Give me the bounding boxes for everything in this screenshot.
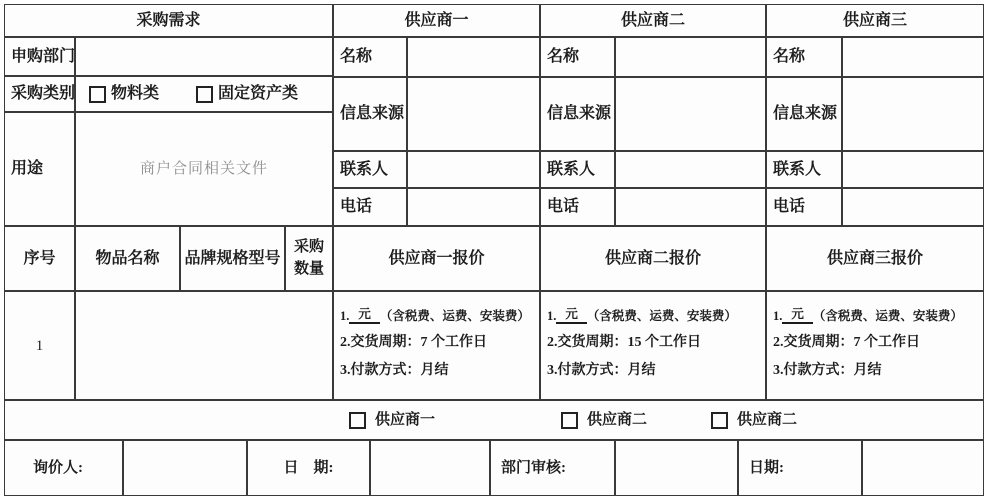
quote3-price-line <box>773 307 963 324</box>
item-row-detail-field[interactable] <box>75 291 333 400</box>
quote3-payment: 3.付款方式：月结 <box>773 363 882 379</box>
quote1-payment: 3.付款方式：月结 <box>340 363 449 379</box>
checkbox-icon[interactable] <box>711 412 728 429</box>
category-option-fixed-asset[interactable] <box>196 84 298 103</box>
supplier1-quote-header: 供应商一报价 <box>333 226 540 291</box>
supplier1-quote-cell <box>333 291 540 400</box>
supplier1-name-field[interactable] <box>407 37 540 77</box>
quote3-price-num: 1. <box>773 309 783 324</box>
select-supplier1-label: 供应商一 <box>375 412 436 428</box>
select-supplier1[interactable] <box>349 401 435 439</box>
supplier3-quote-cell <box>766 291 984 400</box>
col-header-seq: 序号 <box>4 226 75 291</box>
quote1-price-blank-field[interactable]: 元 <box>349 307 380 324</box>
item-row-seq: 1 <box>4 291 75 400</box>
supplier2-contact-label: 联系人 <box>540 151 615 188</box>
supplier2-name-label: 名称 <box>540 37 615 77</box>
checkbox-icon[interactable] <box>89 86 106 103</box>
supplier2-quote-cell <box>540 291 766 400</box>
supplier2-title: 供应商二 <box>540 4 766 37</box>
supplier2-contact-field[interactable] <box>615 151 766 188</box>
checkbox-icon[interactable] <box>349 412 366 429</box>
select-supplier2[interactable] <box>561 401 647 439</box>
supplier3-quote-header: 供应商三报价 <box>766 226 984 291</box>
supplier3-source-label: 信息来源 <box>766 77 842 151</box>
quote2-delivery: 2.交货周期：15 个工作日 <box>547 335 701 351</box>
supplier2-source-label: 信息来源 <box>540 77 615 151</box>
category-label: 采购类别 <box>4 76 75 112</box>
col-header-spec: 品牌规格型号 <box>180 226 285 291</box>
inquiry-date-value-field[interactable] <box>370 440 490 496</box>
supplier3-contact-label: 联系人 <box>766 151 842 188</box>
col-header-qty-line1: 采购 <box>293 238 324 255</box>
checkbox-icon[interactable] <box>561 412 578 429</box>
review-date-value-field[interactable] <box>862 440 984 496</box>
col-header-item-name: 物品名称 <box>75 226 180 291</box>
category-option-label: 固定资产类 <box>218 85 299 103</box>
quote2-price-terms: （含税费、运费、安装费） <box>586 309 737 324</box>
supplier1-source-label: 信息来源 <box>333 77 407 151</box>
purpose-label: 用途 <box>4 112 75 226</box>
supplier2-quote-header: 供应商二报价 <box>540 226 766 291</box>
supplier1-source-field[interactable] <box>407 77 540 151</box>
procurement-section-title: 采购需求 <box>4 4 333 37</box>
supplier2-name-field[interactable] <box>615 37 766 77</box>
supplier3-title: 供应商三 <box>766 4 984 37</box>
supplier3-phone-field[interactable] <box>842 188 984 226</box>
supplier3-contact-field[interactable] <box>842 151 984 188</box>
supplier3-source-field[interactable] <box>842 77 984 151</box>
col-header-qty <box>285 226 333 291</box>
checkbox-icon[interactable] <box>196 86 213 103</box>
quote3-price-blank-field[interactable]: 元 <box>782 307 813 324</box>
col-header-qty-line2: 数量 <box>293 260 324 277</box>
select-supplier3-label: 供应商二 <box>737 412 798 428</box>
quote3-delivery: 2.交货周期：7 个工作日 <box>773 335 920 351</box>
supplier1-contact-label: 联系人 <box>333 151 407 188</box>
supplier1-title: 供应商一 <box>333 4 540 37</box>
quote2-price-blank-field[interactable]: 元 <box>556 307 587 324</box>
category-options-cell <box>75 76 333 112</box>
quote2-price-line <box>547 307 737 324</box>
quote1-price-terms: （含税费、运费、安装费） <box>379 309 530 324</box>
quote2-price-num: 1. <box>547 309 557 324</box>
inquirer-value-field[interactable] <box>123 440 247 496</box>
dept-label: 申购部门 <box>4 37 75 76</box>
select-supplier2-label: 供应商二 <box>587 412 648 428</box>
category-option-material[interactable] <box>89 84 159 103</box>
quote1-delivery: 2.交货周期：7 个工作日 <box>340 335 487 351</box>
category-option-label: 物料类 <box>111 85 160 103</box>
inquiry-date-label: 日 期: <box>247 440 370 496</box>
supplier-selection-row <box>4 400 984 440</box>
supplier1-name-label: 名称 <box>333 37 407 77</box>
quote1-price-num: 1. <box>340 309 350 324</box>
supplier3-name-field[interactable] <box>842 37 984 77</box>
select-supplier3[interactable] <box>711 401 797 439</box>
dept-value-field[interactable] <box>75 37 333 76</box>
dept-review-label: 部门审核: <box>490 440 615 496</box>
quote2-payment: 3.付款方式：月结 <box>547 363 656 379</box>
inquirer-label: 询价人: <box>4 440 123 496</box>
supplier2-phone-field[interactable] <box>615 188 766 226</box>
supplier1-phone-label: 电话 <box>333 188 407 226</box>
supplier2-source-field[interactable] <box>615 77 766 151</box>
purpose-value-field[interactable]: 商户合同相关文件 <box>75 112 333 226</box>
supplier3-phone-label: 电话 <box>766 188 842 226</box>
dept-review-value-field[interactable] <box>615 440 738 496</box>
supplier1-contact-field[interactable] <box>407 151 540 188</box>
supplier3-name-label: 名称 <box>766 37 842 77</box>
quote1-price-line <box>340 307 530 324</box>
review-date-label: 日期: <box>738 440 862 496</box>
supplier1-phone-field[interactable] <box>407 188 540 226</box>
quote3-price-terms: （含税费、运费、安装费） <box>812 309 963 324</box>
supplier2-phone-label: 电话 <box>540 188 615 226</box>
